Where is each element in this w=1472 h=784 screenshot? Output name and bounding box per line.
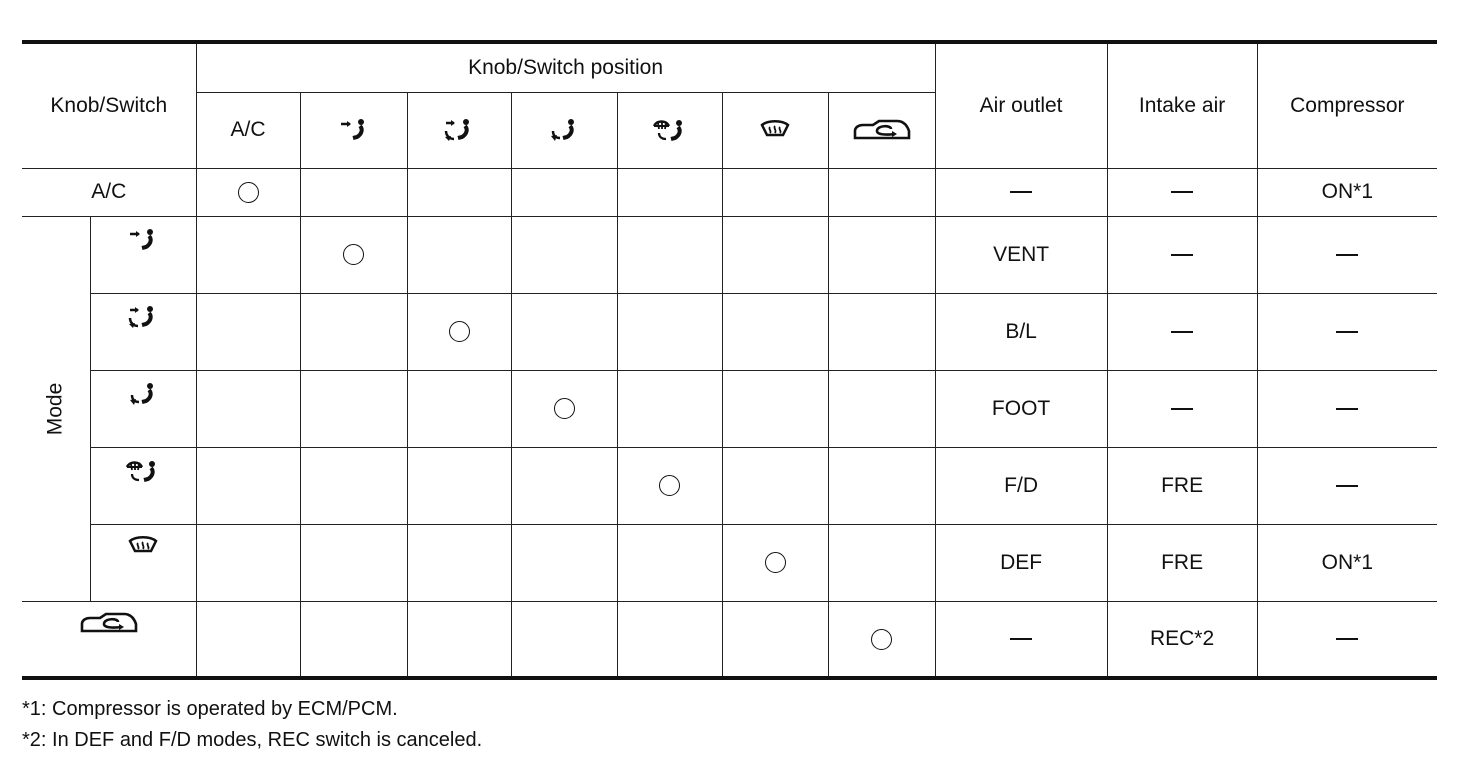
air-outlet-header: Air outlet — [935, 42, 1107, 168]
foot-mode-icon — [91, 381, 196, 407]
position-column-header — [407, 92, 511, 168]
air-outlet-value: VENT — [993, 242, 1050, 266]
air-outlet-value: F/D — [1004, 473, 1038, 497]
recirculation-icon — [829, 119, 935, 141]
position-cell — [511, 447, 617, 524]
position-column-header — [617, 92, 722, 168]
position-cell — [828, 216, 935, 293]
position-cell — [722, 293, 828, 370]
footnote-2: *2: In DEF and F/D modes, REC switch is canceled. — [22, 729, 483, 751]
position-column-header — [511, 92, 617, 168]
table-row — [22, 168, 1437, 216]
position-cell — [300, 601, 407, 678]
position-cell — [828, 447, 935, 524]
position-cell — [617, 168, 722, 216]
position-column-label: A/C — [230, 118, 266, 141]
position-cell — [196, 524, 300, 601]
compressor-header: Compressor — [1257, 42, 1437, 168]
position-cell — [407, 168, 511, 216]
foot-mode-icon — [512, 117, 617, 143]
bi-level-mode-icon — [91, 304, 196, 330]
intake-air-header: Intake air — [1107, 42, 1257, 168]
air-outlet-value: FOOT — [991, 396, 1051, 420]
compressor-value: ON*1 — [1321, 180, 1373, 203]
compressor-cell — [1257, 524, 1437, 601]
row-switch-cell — [22, 168, 196, 216]
compressor-cell — [1257, 216, 1437, 293]
intake-air-cell — [1107, 293, 1257, 370]
row-switch-cell — [90, 447, 196, 524]
position-cell — [196, 216, 300, 293]
row-switch-cell — [90, 216, 196, 293]
position-selected-circle — [343, 244, 364, 265]
dash-mark — [1010, 191, 1032, 193]
intake-air-value: FRE — [1161, 550, 1204, 574]
position-cell — [196, 447, 300, 524]
intake-air-value: FRE — [1161, 473, 1204, 497]
compressor-cell — [1257, 293, 1437, 370]
footnote-1: *1: Compressor is operated by ECM/PCM. — [22, 698, 398, 720]
position-cell — [617, 216, 722, 293]
position-cell — [617, 447, 722, 524]
dash-mark — [1336, 408, 1358, 410]
position-cell — [196, 601, 300, 678]
row-switch-label: A/C — [91, 180, 127, 203]
compressor-cell — [1257, 447, 1437, 524]
intake-air-value: REC*2 — [1149, 626, 1215, 650]
air-outlet-cell — [935, 293, 1107, 370]
position-cell — [722, 447, 828, 524]
table-row — [22, 524, 1437, 601]
position-cell — [722, 168, 828, 216]
footnotes — [22, 694, 1437, 756]
air-outlet-cell — [935, 168, 1107, 216]
position-cell — [196, 370, 300, 447]
position-cell — [722, 601, 828, 678]
position-cell — [617, 601, 722, 678]
knob-switch-header: Knob/Switch — [22, 42, 196, 168]
defrost-mode-icon — [91, 535, 196, 557]
row-switch-cell — [22, 601, 196, 678]
dash-mark — [1336, 331, 1358, 333]
mode-group-label: Mode — [43, 382, 67, 435]
position-cell — [407, 293, 511, 370]
compressor-cell — [1257, 370, 1437, 447]
position-cell — [407, 216, 511, 293]
defrost-mode-icon — [723, 119, 828, 141]
position-cell — [828, 601, 935, 678]
intake-air-cell — [1107, 524, 1257, 601]
recirculation-icon — [22, 612, 196, 634]
table-row — [22, 447, 1437, 524]
position-cell — [196, 168, 300, 216]
knob-switch-table — [22, 40, 1437, 680]
row-switch-cell — [90, 370, 196, 447]
intake-air-cell — [1107, 447, 1257, 524]
position-column-header — [300, 92, 407, 168]
dash-mark — [1336, 254, 1358, 256]
intake-air-cell — [1107, 168, 1257, 216]
knob-switch-position-header: Knob/Switch position — [196, 42, 935, 92]
position-selected-circle — [449, 321, 470, 342]
position-selected-circle — [765, 552, 786, 573]
table-row — [22, 216, 1437, 293]
bi-level-mode-icon — [408, 117, 511, 143]
foot-defrost-mode-icon — [618, 117, 722, 143]
position-cell — [828, 168, 935, 216]
mode-group-cell — [22, 216, 90, 601]
position-cell — [617, 524, 722, 601]
air-outlet-cell — [935, 447, 1107, 524]
position-column-header — [722, 92, 828, 168]
position-selected-circle — [554, 398, 575, 419]
compressor-value: ON*1 — [1321, 550, 1373, 574]
position-cell — [300, 447, 407, 524]
dash-mark — [1171, 254, 1193, 256]
row-switch-cell — [90, 293, 196, 370]
position-cell — [722, 524, 828, 601]
compressor-cell — [1257, 601, 1437, 678]
position-cell — [511, 601, 617, 678]
position-cell — [828, 293, 935, 370]
intake-air-cell — [1107, 601, 1257, 678]
table-row — [22, 370, 1437, 447]
position-cell — [511, 216, 617, 293]
position-cell — [407, 524, 511, 601]
table-row — [22, 293, 1437, 370]
position-cell — [407, 370, 511, 447]
air-outlet-value: DEF — [1000, 550, 1043, 574]
air-outlet-cell — [935, 524, 1107, 601]
table-row — [22, 601, 1437, 678]
dash-mark — [1010, 638, 1032, 640]
air-outlet-value: B/L — [1005, 319, 1037, 343]
position-cell — [511, 168, 617, 216]
position-cell — [511, 524, 617, 601]
compressor-cell — [1257, 168, 1437, 216]
position-cell — [300, 168, 407, 216]
dash-mark — [1171, 331, 1193, 333]
position-cell — [722, 370, 828, 447]
position-cell — [407, 601, 511, 678]
position-cell — [828, 524, 935, 601]
position-cell — [617, 293, 722, 370]
intake-air-cell — [1107, 370, 1257, 447]
hvac-operation-table-document — [22, 40, 1437, 756]
air-outlet-cell — [935, 370, 1107, 447]
air-outlet-cell — [935, 216, 1107, 293]
position-column-header — [828, 92, 935, 168]
row-switch-cell — [90, 524, 196, 601]
dash-mark — [1336, 485, 1358, 487]
position-cell — [722, 216, 828, 293]
intake-air-cell — [1107, 216, 1257, 293]
air-outlet-cell — [935, 601, 1107, 678]
position-cell — [407, 447, 511, 524]
dash-mark — [1171, 191, 1193, 193]
position-selected-circle — [659, 475, 680, 496]
position-cell — [300, 524, 407, 601]
position-cell — [511, 370, 617, 447]
dash-mark — [1171, 408, 1193, 410]
position-column-header — [196, 92, 300, 168]
dash-mark — [1336, 638, 1358, 640]
position-cell — [511, 293, 617, 370]
foot-defrost-mode-icon — [91, 458, 196, 484]
vent-mode-icon — [301, 117, 407, 143]
position-selected-circle — [871, 629, 892, 650]
position-cell — [617, 370, 722, 447]
position-cell — [300, 293, 407, 370]
position-cell — [196, 293, 300, 370]
position-cell — [300, 370, 407, 447]
position-cell — [300, 216, 407, 293]
position-selected-circle — [238, 182, 259, 203]
vent-mode-icon — [91, 227, 196, 253]
position-cell — [828, 370, 935, 447]
